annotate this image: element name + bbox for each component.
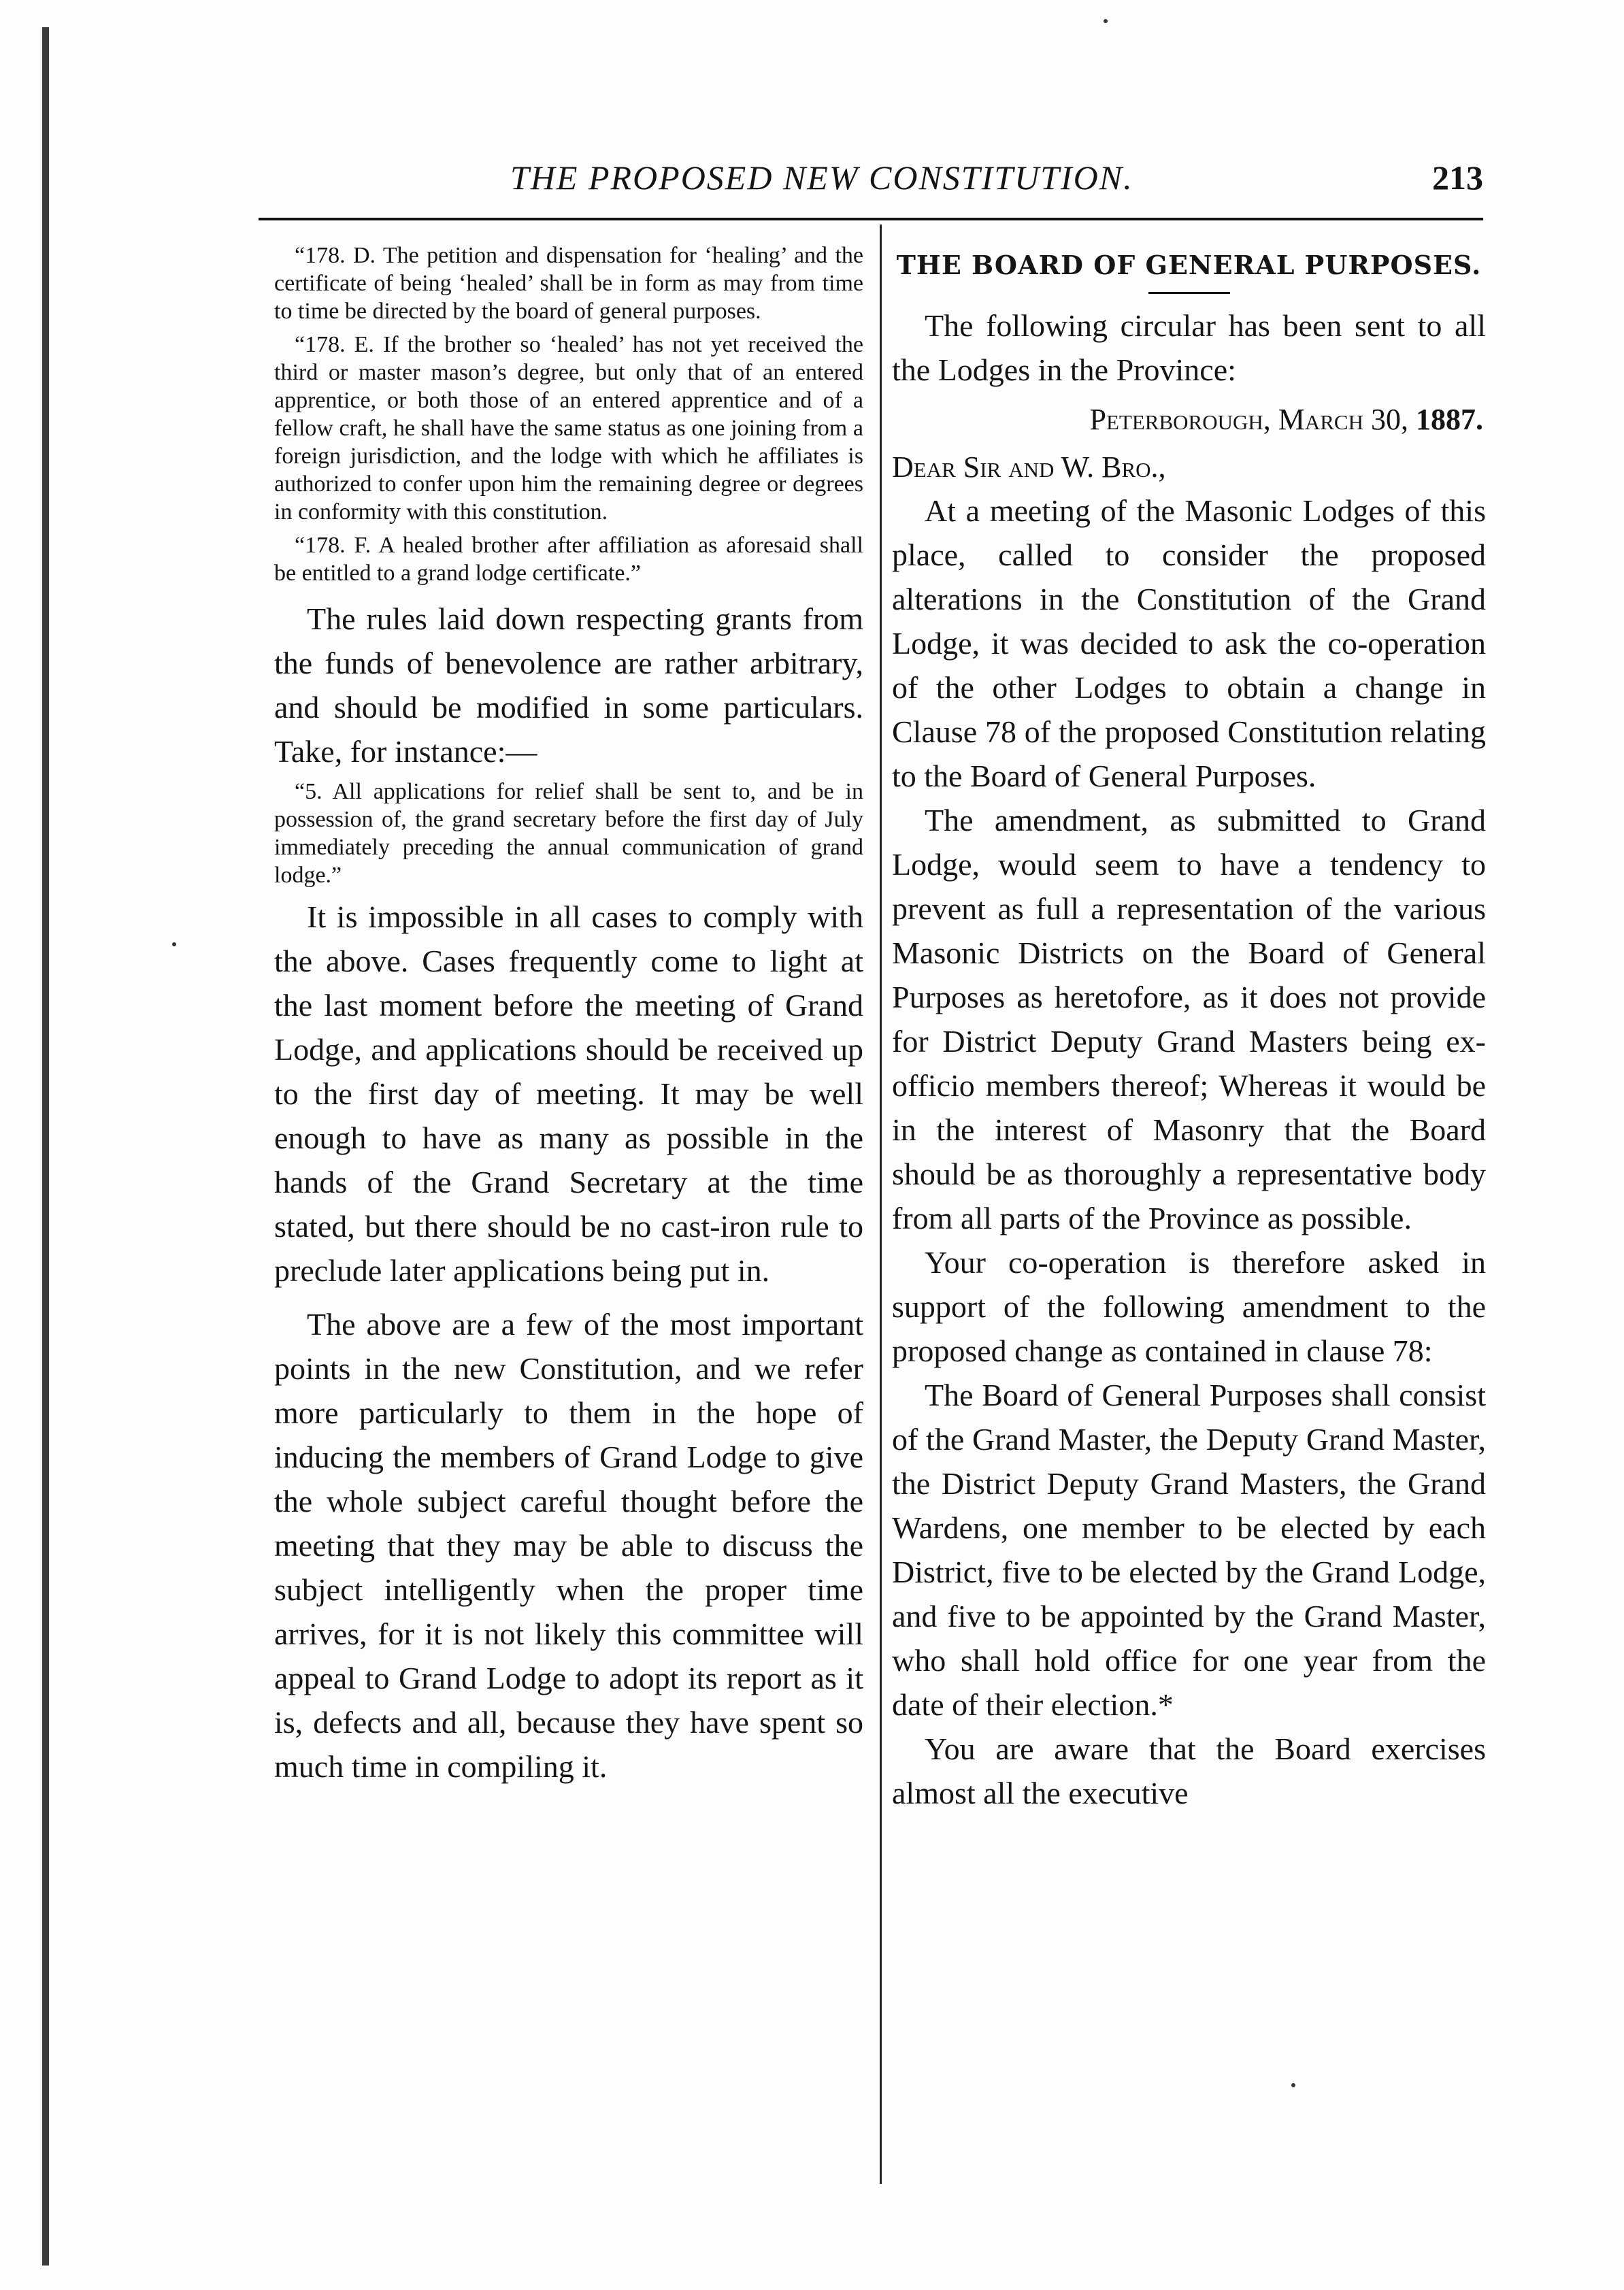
- paragraph-amendment: The amendment, as submitted to Grand Lodge, would seem to have a tendency to prevent as full a representation of the various Masonic Districts on the Board of General Purposes as heretofore, as it does not provide for District Deputy Grand Masters being ex-officio members thereof; Whereas it would be in the interest of Masonry that the Board should be as thoroughly a representative body from all parts of the Province as possible.: [892, 803, 1486, 1235]
- paragraph-benevolence-grants: The rules laid down respecting grants from the funds of benevolence are rather arbitrary, and should be modified in some particulars. Take, for instance:—: [274, 601, 863, 769]
- paragraph-applications: It is impossible in all cases to comply with the above. Cases frequently come to light at the last moment before the meeting of Grand Lodge, and applications should be received up to the first day of meeting. It may be well enough to have as many as possible in the hands of the Grand Secretary at the time stated, but there should be no cast-iron rule to preclude later applications being put in.: [274, 899, 863, 1288]
- section-title: THE BOARD OF GENERAL PURPOSES.: [896, 250, 1482, 280]
- left-column: [274, 242, 863, 1789]
- paragraph-board-composition: The Board of General Purposes shall consist of the Grand Master, the Deputy Grand Master, the District Deputy Grand Masters, the Grand Wardens, one member to be elected by each District, five to be elected by the Grand Lodge, and five to be appointed by the Grand Master, who shall hold office for one year from the date of their election.*: [892, 1378, 1486, 1722]
- scan-speck: [172, 942, 176, 946]
- quoted-clause-178f: “178. F. A healed brother after affiliation as aforesaid shall be entitled to a grand lodge certificate.”: [274, 533, 863, 586]
- dateline-year: 1887.: [1416, 403, 1483, 436]
- page-header: [259, 158, 1483, 205]
- quoted-rule-5: “5. All applications for relief shall be sent to, and be in possession of, the grand secretary before the first day of July immediately preceding the annual communication of grand lodge.”: [274, 779, 863, 888]
- circular-intro: The following circular has been sent to all the Lodges in the Province:: [892, 308, 1486, 387]
- paragraph-board-executive: You are aware that the Board exercises almost all the executive: [892, 1731, 1486, 1810]
- right-column: [892, 242, 1486, 1815]
- scan-speck: [1291, 2083, 1295, 2087]
- column-divider: [880, 225, 882, 2184]
- paragraph-meeting: At a meeting of the Masonic Lodges of this place, called to consider the proposed alterations in the Constitution of the Grand Lodge, it was decided to ask the co-operation of the other Lodges to obtain a change in Clause 78 of the proposed Constitution relating to the Board of General Purposes.: [892, 493, 1486, 793]
- dateline-place: Peterborough, March 30,: [1089, 403, 1408, 436]
- page-number: 213: [1432, 159, 1483, 197]
- running-head: THE PROPOSED NEW CONSTITUTION.: [510, 159, 1133, 197]
- header-rule: [259, 218, 1483, 220]
- letter-salutation: Dear Sir and W. Bro.,: [892, 450, 1166, 484]
- quoted-clause-178e: “178. E. If the brother so ‘healed’ has not yet received the third or master mason’s degree, but only that of an entered apprentice, or both those of an entered apprentice and of a fellow craft, he shall have the same status as one joining from a foreign jurisdiction, and the lodge with which he affiliates is authorized to confer upon him the remaining degree or degrees in conformity with this constitution.: [274, 332, 863, 525]
- quoted-clause-178d: “178. D. The petition and dispensation for ‘healing’ and the certificate of being ‘healed’ shall be in form as may from time to time be directed by the board of general purposes.: [274, 243, 863, 324]
- paragraph-cooperation: Your co-operation is therefore asked in support of the following amendment to the proposed change as contained in clause 78:: [892, 1245, 1486, 1368]
- letter-dateline: [892, 399, 1486, 441]
- binding-edge-shadow: [42, 27, 49, 2266]
- title-rule: [1148, 292, 1230, 294]
- paragraph-conclusion: The above are a few of the most important points in the new Constitution, and we refer more particularly to them in the hope of inducing the members of Grand Lodge to give the whole subject careful thought before the meeting that they may be able to discuss the subject intelligently when the proper time arrives, for it is not likely this committee will appeal to Grand Lodge to adopt its report as it is, defects and all, because they have spent so much time in compiling it.: [274, 1307, 863, 1784]
- scan-speck: [1104, 19, 1108, 23]
